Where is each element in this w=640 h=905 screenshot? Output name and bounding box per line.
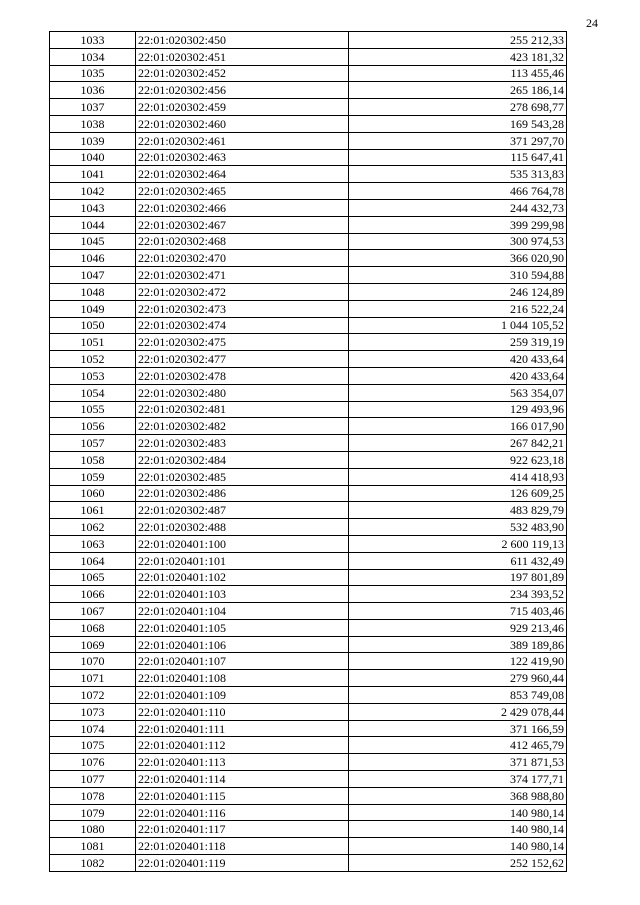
row-number-cell: 1044 [50,216,136,233]
row-number-cell: 1039 [50,132,136,149]
table-row [50,48,567,65]
cadastral-number-cell: 22:01:020302:484 [136,451,349,468]
table-row [50,166,567,183]
row-number-cell: 1075 [50,737,136,754]
cadastral-number-cell: 22:01:020302:475 [136,334,349,351]
table-row [50,771,567,788]
cadastral-number-cell: 22:01:020302:463 [136,149,349,166]
cadastral-value-cell: 2 429 078,44 [349,703,567,720]
cadastral-value-cell: 420 433,64 [349,351,567,368]
row-number-cell: 1038 [50,115,136,132]
cadastral-value-cell: 140 980,14 [349,804,567,821]
table-row [50,653,567,670]
table-row [50,603,567,620]
cadastral-value-cell: 244 432,73 [349,199,567,216]
cadastral-number-cell: 22:01:020302:472 [136,283,349,300]
table-row [50,821,567,838]
cadastral-value-cell: 2 600 119,13 [349,535,567,552]
cadastral-number-cell: 22:01:020401:105 [136,619,349,636]
cadastral-number-cell: 22:01:020401:109 [136,687,349,704]
row-number-cell: 1082 [50,855,136,872]
cadastral-number-cell: 22:01:020302:478 [136,367,349,384]
row-number-cell: 1041 [50,166,136,183]
cadastral-number-cell: 22:01:020302:452 [136,65,349,82]
table-row [50,32,567,49]
cadastral-number-cell: 22:01:020302:477 [136,351,349,368]
row-number-cell: 1067 [50,603,136,620]
table-row [50,384,567,401]
cadastral-value-cell: 423 181,32 [349,48,567,65]
cadastral-value-cell: 113 455,46 [349,65,567,82]
cadastral-value-cell: 483 829,79 [349,502,567,519]
cadastral-number-cell: 22:01:020401:113 [136,754,349,771]
cadastral-number-cell: 22:01:020401:101 [136,552,349,569]
table-row [50,754,567,771]
table-row [50,401,567,418]
row-number-cell: 1057 [50,435,136,452]
cadastral-number-cell: 22:01:020302:461 [136,132,349,149]
table-row [50,149,567,166]
cadastral-value-cell: 420 433,64 [349,367,567,384]
table-row [50,569,567,586]
row-number-cell: 1046 [50,250,136,267]
table-row [50,435,567,452]
cadastral-number-cell: 22:01:020401:104 [136,603,349,620]
row-number-cell: 1074 [50,720,136,737]
table-row [50,502,567,519]
cadastral-number-cell: 22:01:020302:486 [136,485,349,502]
cadastral-value-cell: 310 594,88 [349,267,567,284]
row-number-cell: 1060 [50,485,136,502]
cadastral-value-cell: 169 543,28 [349,115,567,132]
row-number-cell: 1079 [50,804,136,821]
cadastral-value-cell: 412 465,79 [349,737,567,754]
row-number-cell: 1042 [50,183,136,200]
row-number-cell: 1064 [50,552,136,569]
cadastral-value-cell: 371 871,53 [349,754,567,771]
table-row [50,216,567,233]
table-row [50,838,567,855]
cadastral-value-cell: 300 974,53 [349,233,567,250]
cadastral-number-cell: 22:01:020401:100 [136,535,349,552]
cadastral-number-cell: 22:01:020401:118 [136,838,349,855]
cadastral-number-cell: 22:01:020302:471 [136,267,349,284]
row-number-cell: 1071 [50,670,136,687]
table-row [50,670,567,687]
table-row [50,804,567,821]
cadastral-number-cell: 22:01:020302:480 [136,384,349,401]
page-number: 24 [586,16,598,30]
cadastral-number-cell: 22:01:020401:106 [136,636,349,653]
cadastral-value-cell: 122 419,90 [349,653,567,670]
row-number-cell: 1051 [50,334,136,351]
table-row [50,552,567,569]
row-number-cell: 1033 [50,32,136,49]
row-number-cell: 1056 [50,418,136,435]
cadastral-number-cell: 22:01:020302:468 [136,233,349,250]
row-number-cell: 1069 [50,636,136,653]
cadastral-number-cell: 22:01:020302:466 [136,199,349,216]
cadastral-number-cell: 22:01:020302:459 [136,99,349,116]
cadastral-number-cell: 22:01:020302:485 [136,468,349,485]
table-row [50,485,567,502]
cadastral-value-cell: 166 017,90 [349,418,567,435]
cadastral-value-cell: 140 980,14 [349,838,567,855]
cadastral-number-cell: 22:01:020401:116 [136,804,349,821]
cadastral-number-cell: 22:01:020401:111 [136,720,349,737]
cadastral-value-cell: 197 801,89 [349,569,567,586]
row-number-cell: 1073 [50,703,136,720]
table-row [50,720,567,737]
cadastral-value-cell: 252 152,62 [349,855,567,872]
cadastral-value-cell: 140 980,14 [349,821,567,838]
cadastral-value-cell: 563 354,07 [349,384,567,401]
table-row [50,317,567,334]
row-number-cell: 1040 [50,149,136,166]
table-row [50,65,567,82]
cadastral-number-cell: 22:01:020302:465 [136,183,349,200]
row-number-cell: 1047 [50,267,136,284]
cadastral-value-table [49,31,567,872]
cadastral-value-cell: 366 020,90 [349,250,567,267]
cadastral-number-cell: 22:01:020302:487 [136,502,349,519]
cadastral-number-cell: 22:01:020302:450 [136,32,349,49]
cadastral-number-cell: 22:01:020401:103 [136,586,349,603]
row-number-cell: 1072 [50,687,136,704]
cadastral-value-cell: 715 403,46 [349,603,567,620]
row-number-cell: 1068 [50,619,136,636]
cadastral-number-cell: 22:01:020302:456 [136,82,349,99]
row-number-cell: 1036 [50,82,136,99]
cadastral-value-cell: 246 124,89 [349,283,567,300]
cadastral-value-cell: 368 988,80 [349,787,567,804]
row-number-cell: 1035 [50,65,136,82]
cadastral-value-cell: 255 212,33 [349,32,567,49]
cadastral-value-cell: 216 522,24 [349,300,567,317]
table-row [50,468,567,485]
table-row [50,300,567,317]
cadastral-value-cell: 399 299,98 [349,216,567,233]
cadastral-value-cell: 535 313,83 [349,166,567,183]
row-number-cell: 1043 [50,199,136,216]
cadastral-value-cell: 126 609,25 [349,485,567,502]
row-number-cell: 1045 [50,233,136,250]
table-row [50,535,567,552]
row-number-cell: 1049 [50,300,136,317]
table-row [50,737,567,754]
cadastral-number-cell: 22:01:020401:119 [136,855,349,872]
row-number-cell: 1078 [50,787,136,804]
cadastral-number-cell: 22:01:020302:481 [136,401,349,418]
table-row [50,855,567,872]
cadastral-value-cell: 115 647,41 [349,149,567,166]
cadastral-number-cell: 22:01:020302:473 [136,300,349,317]
table-row [50,519,567,536]
cadastral-value-cell: 389 189,86 [349,636,567,653]
table-row [50,451,567,468]
cadastral-number-cell: 22:01:020401:108 [136,670,349,687]
cadastral-value-cell: 1 044 105,52 [349,317,567,334]
cadastral-number-cell: 22:01:020302:482 [136,418,349,435]
table-row [50,367,567,384]
table-row [50,183,567,200]
cadastral-number-cell: 22:01:020302:460 [136,115,349,132]
cadastral-value-cell: 611 432,49 [349,552,567,569]
cadastral-value-cell: 466 764,78 [349,183,567,200]
row-number-cell: 1048 [50,283,136,300]
cadastral-value-cell: 129 493,96 [349,401,567,418]
cadastral-value-cell: 532 483,90 [349,519,567,536]
row-number-cell: 1061 [50,502,136,519]
row-number-cell: 1080 [50,821,136,838]
table-row [50,334,567,351]
cadastral-value-cell: 265 186,14 [349,82,567,99]
row-number-cell: 1070 [50,653,136,670]
row-number-cell: 1037 [50,99,136,116]
row-number-cell: 1059 [50,468,136,485]
table-row [50,199,567,216]
cadastral-number-cell: 22:01:020401:102 [136,569,349,586]
cadastral-value-cell: 371 297,70 [349,132,567,149]
table-row [50,418,567,435]
table-row [50,250,567,267]
table-row [50,283,567,300]
row-number-cell: 1063 [50,535,136,552]
table-row [50,267,567,284]
table-row [50,787,567,804]
cadastral-number-cell: 22:01:020401:115 [136,787,349,804]
table-row [50,619,567,636]
cadastral-value-cell: 929 213,46 [349,619,567,636]
row-number-cell: 1081 [50,838,136,855]
cadastral-number-cell: 22:01:020302:467 [136,216,349,233]
row-number-cell: 1034 [50,48,136,65]
table-row [50,636,567,653]
table-row [50,703,567,720]
row-number-cell: 1062 [50,519,136,536]
cadastral-number-cell: 22:01:020302:464 [136,166,349,183]
row-number-cell: 1050 [50,317,136,334]
cadastral-value-cell: 371 166,59 [349,720,567,737]
cadastral-value-cell: 267 842,21 [349,435,567,452]
table-row [50,99,567,116]
row-number-cell: 1058 [50,451,136,468]
cadastral-number-cell: 22:01:020401:110 [136,703,349,720]
cadastral-number-cell: 22:01:020302:470 [136,250,349,267]
row-number-cell: 1076 [50,754,136,771]
row-number-cell: 1055 [50,401,136,418]
cadastral-number-cell: 22:01:020302:474 [136,317,349,334]
cadastral-value-cell: 853 749,08 [349,687,567,704]
cadastral-value-cell: 922 623,18 [349,451,567,468]
cadastral-number-cell: 22:01:020302:483 [136,435,349,452]
table-row [50,351,567,368]
cadastral-value-cell: 374 177,71 [349,771,567,788]
row-number-cell: 1053 [50,367,136,384]
row-number-cell: 1077 [50,771,136,788]
row-number-cell: 1054 [50,384,136,401]
table-row [50,687,567,704]
cadastral-value-cell: 234 393,52 [349,586,567,603]
cadastral-number-cell: 22:01:020401:114 [136,771,349,788]
cadastral-value-cell: 278 698,77 [349,99,567,116]
cadastral-number-cell: 22:01:020302:451 [136,48,349,65]
cadastral-value-cell: 259 319,19 [349,334,567,351]
table-row [50,132,567,149]
cadastral-number-cell: 22:01:020401:117 [136,821,349,838]
cadastral-number-cell: 22:01:020401:112 [136,737,349,754]
cadastral-number-cell: 22:01:020401:107 [136,653,349,670]
table-row [50,115,567,132]
table-row [50,233,567,250]
cadastral-value-cell: 279 960,44 [349,670,567,687]
cadastral-value-cell: 414 418,93 [349,468,567,485]
row-number-cell: 1052 [50,351,136,368]
table-row [50,82,567,99]
table-row [50,586,567,603]
row-number-cell: 1066 [50,586,136,603]
cadastral-number-cell: 22:01:020302:488 [136,519,349,536]
row-number-cell: 1065 [50,569,136,586]
table-body [50,32,567,872]
